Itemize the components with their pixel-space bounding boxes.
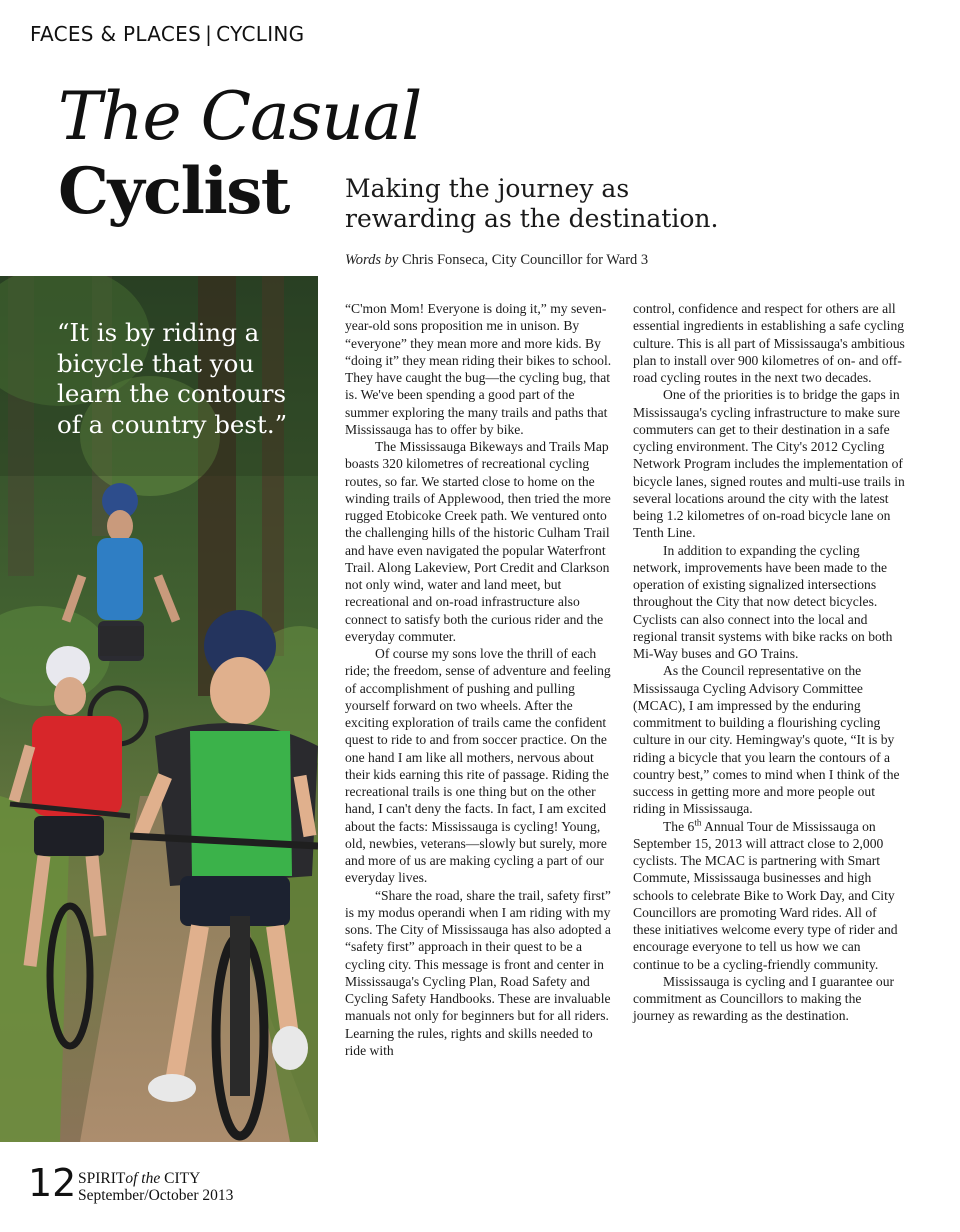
section-tag: [30, 22, 304, 46]
magazine-name-part: SPIRIT: [78, 1170, 126, 1187]
byline-author: Chris Fonseca, City Councillor for Ward 3: [398, 252, 649, 268]
pull-quote: “It is by riding a bicycle that you learn the contours of a country best.”: [57, 318, 288, 439]
byline-lead: Words by: [345, 252, 399, 268]
article-paragraph: The Mississauga Bikeways and Trails Map boasts 320 kilometres of recreational cycling routes, so far. We started close to home on the winding trails of Applewood, then tried the more rugged Etobicoke Creek path. We ventured onto the challenging hills of the historic Culham Trail and have even navigated the popular Waterfront Trail. Along Lakeview, Port Credit and Clarkson not only wind, water and land meet, but recreational and on-road infrastructure also connect to satisfy both the curious rider and the everyday commuter.: [345, 439, 611, 644]
magazine-name: [78, 1170, 200, 1187]
article-paragraph: Of course my sons love the thrill of each ride; the freedom, sense of adventure and feeling of accomplishment of pushing and pulling yourself forward on two wheels. After the exciting exploration of trails came the confident quest to ride to and from soccer practice. On the one hand I am like all mothers, nervous about their kids earning this rite of passage. Riding the recreational trails is one thing but on the other hand, I can't deny the facts. In fact, I am excited about the facts: Mississauga is cycling! Young, old, newbies, veterans—slowly but surely, more and more of us are making cycling a part of our everyday lives.: [345, 646, 611, 886]
article-paragraph: control, confidence and respect for others are all essential ingredients in establishing a safe cycling culture. This is all part of Mississauga's ambitious plan to install over 900 kilometres of on- and off-road cycling routes in the next two decades.: [633, 301, 905, 385]
article-paragraph-tour: [633, 818, 905, 973]
subsection-label: CYCLING: [216, 22, 305, 46]
section-separator: |: [205, 22, 213, 46]
tour-text-rest: Annual Tour de Mississauga on September 15, 2013 will attract close to 2,000 cyclists. The MCAC is partnering with Smart Commute, Mississauga businesses and high schools to celebrate Bike to Work Day, and City Councillors are promoting Ward rides. All of these initiatives welcome every type of rider and encourage everyone to tell us how we can continue to be a cycling-friendly community.: [633, 818, 898, 972]
issue-date: September/October 2013: [78, 1187, 234, 1204]
page-number: 12: [28, 1161, 77, 1205]
magazine-name-part: of the: [125, 1170, 161, 1187]
section-label: FACES & PLACES: [30, 22, 202, 46]
tour-text-start: The 6: [663, 818, 695, 834]
article-subtitle: Making the journey as rewarding as the destination.: [345, 174, 719, 233]
article-paragraph: One of the priorities is to bridge the gaps in Mississauga's cycling infrastructure to make sure commuters can get to their destination in a safe cycling environment. The City's 2012 Cycling Network Program includes the implementation of bicycle lanes, signed routes and multi-use trails in several locations around the city with the latest being 1.2 kilometres of on-road bicycle lane on Tenth Line.: [633, 387, 905, 541]
article-paragraph: “C'mon Mom! Everyone is doing it,” my seven-year-old sons proposition me in unison. By “everyone” they mean more and more kids. By “doing it” they mean riding their bikes to school. They have caught the bug—the cycling bug, that is. We've been spending a good part of the summer exploring the many trails and paths that Mississauga has to offer by bike.: [345, 301, 612, 437]
article-column-1: [345, 300, 617, 1059]
article-column-2: [633, 300, 905, 1025]
article-paragraph: “Share the road, share the trail, safety first” is my modus operandi when I am riding with my sons. The City of Mississauga has also adopted a “safety first” approach in their quest to be a cycling city. This message is front and center in Mississauga's Cycling Plan, Road Safety and Cycling Safety Handbooks. These are invaluable manuals not only for beginners but for all riders. Learning the rules, rights and skills needed to ride with: [345, 887, 611, 1058]
magazine-name-part: CITY: [164, 1170, 201, 1187]
article-title-line1: The Casual: [58, 78, 422, 155]
article-paragraph: Mississauga is cycling and I guarantee our commitment as Councillors to making the journey as rewarding as the destination.: [633, 973, 895, 1024]
article-title-line2: Cyclist: [58, 154, 289, 229]
tour-ordinal-suffix: th: [694, 816, 702, 827]
byline: [345, 252, 648, 269]
article-paragraph: As the Council representative on the Mississauga Cycling Advisory Committee (MCAC), I am impressed by the enduring commitment to building a flourishing cycling culture in our city. Hemingway's quote, “It is by riding a bicycle that you learn the contours of a country best,” comes to mind when I think of the success in getting more and more people out riding in Mississauga.: [633, 663, 900, 817]
article-paragraph: In addition to expanding the cycling network, improvements have been made to the operation of existing signalized intersections throughout the City that now detect bicycles. Cyclists can also connect into the local and regional transit systems with bike racks on both Mi-Way buses and GO Trains.: [633, 542, 893, 661]
